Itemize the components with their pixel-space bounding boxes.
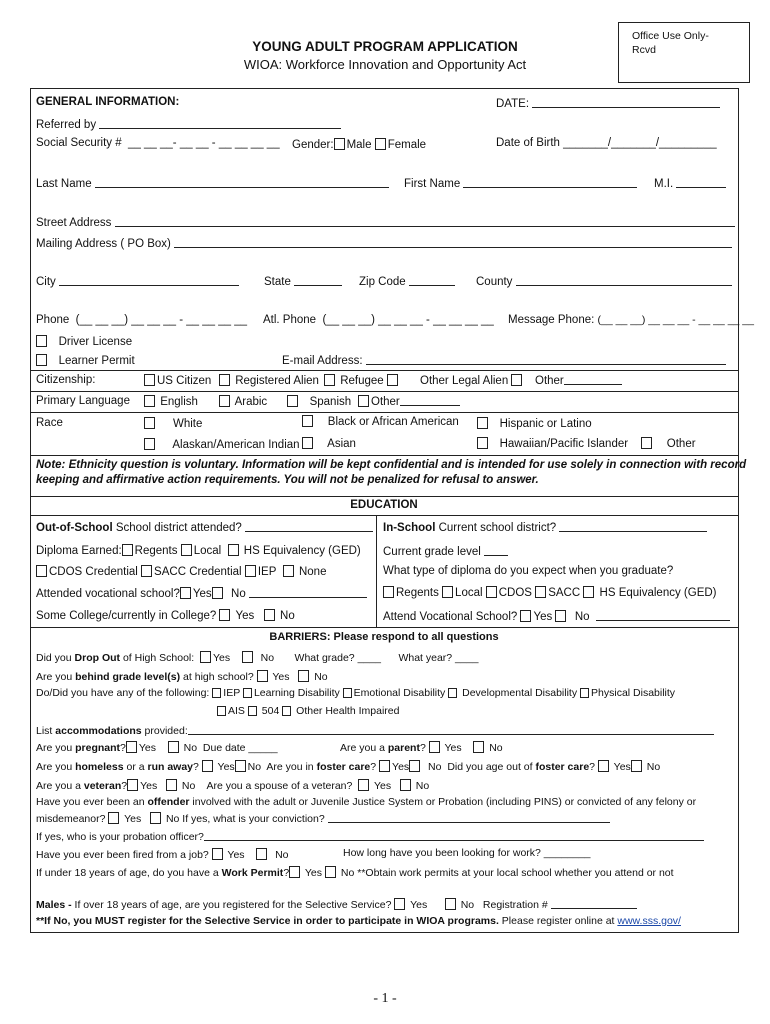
checkbox[interactable] [535, 586, 546, 598]
offender-answer-group: misdemeanor? Yes No If yes, what is your conviction? [36, 812, 610, 825]
race-asian-option[interactable]: Asian [302, 437, 356, 451]
checkbox[interactable] [442, 586, 453, 598]
checkbox[interactable] [387, 374, 398, 386]
checkbox[interactable] [520, 610, 531, 622]
checkbox[interactable] [282, 706, 291, 716]
checkbox[interactable] [36, 565, 47, 577]
disabilities-group-2: AIS 504 Other Health Impaired [217, 706, 399, 717]
checkbox[interactable] [580, 688, 589, 698]
male-checkbox[interactable] [334, 138, 345, 150]
college-group: Some College/currently in College? Yes No [36, 610, 295, 622]
checkbox[interactable] [394, 898, 405, 910]
selective-service-note: **If No, you MUST register for the Selective Service in order to participate in WIOA programs. Please register online at www.sss.gov/ [36, 915, 681, 927]
language-spanish-option[interactable]: Spanish [287, 395, 351, 409]
last-name-field[interactable]: Last Name [36, 177, 389, 191]
dob-field[interactable]: Date of Birth _______/_______/_________ [496, 137, 717, 149]
citizenship-label: Citizenship: [36, 374, 96, 386]
checkbox[interactable] [219, 374, 230, 386]
checkbox[interactable] [219, 609, 230, 621]
citizenship-us-option[interactable]: US Citizen [144, 374, 211, 388]
checkbox[interactable] [477, 417, 488, 429]
checkbox[interactable] [202, 760, 213, 772]
checkbox[interactable] [325, 866, 336, 878]
ins-district-field[interactable]: In-School Current school district? [383, 521, 707, 535]
checkbox[interactable] [144, 417, 155, 429]
checkbox[interactable] [36, 335, 47, 347]
language-label: Primary Language [36, 395, 130, 407]
checkbox[interactable] [212, 688, 221, 698]
checkbox[interactable] [429, 741, 440, 753]
pregnant-group: Are you pregnant? Yes No Due date _____ [36, 742, 278, 754]
ethnicity-note-line2: keeping and affirmative action requirements. You will not be penalized for refusal to answer. [36, 474, 539, 486]
checkbox[interactable] [180, 587, 191, 599]
work-permit-group: If under 18 years of age, do you have a Work Permit? Yes No **Obtain work permits at your local school whether you attend or not [36, 867, 674, 879]
referred-by-field[interactable]: Referred by [36, 118, 341, 132]
checkbox[interactable] [108, 812, 119, 824]
offender-question: Have you ever been an offender involved with the adult or Juvenile Justice System or Probation (including PINS) or convicted of any felony or [36, 796, 697, 808]
checkbox[interactable] [448, 688, 457, 698]
checkbox[interactable] [181, 544, 192, 556]
race-hispanic-option[interactable]: Hispanic or Latino [477, 417, 592, 431]
checkbox[interactable] [256, 848, 267, 860]
driver-license-option[interactable]: Driver License [36, 335, 132, 349]
phone-field[interactable]: Phone (__ __ __) __ __ __ - __ __ __ __ [36, 314, 248, 326]
checkbox[interactable] [144, 374, 155, 386]
checkbox[interactable] [598, 760, 609, 772]
form-title: YOUNG ADULT PROGRAM APPLICATION [252, 39, 518, 54]
oos-district-field[interactable]: Out-of-School School district attended? [36, 521, 373, 535]
checkbox[interactable] [343, 688, 352, 698]
registration-number-field[interactable] [551, 898, 637, 909]
checkbox[interactable] [400, 779, 411, 791]
message-phone-field[interactable]: Message Phone: (__ __ __) __ __ __ - __ __ __ __ [508, 314, 754, 326]
checkbox[interactable] [212, 587, 223, 599]
checkbox[interactable] [219, 395, 230, 407]
checkbox[interactable] [228, 544, 239, 556]
first-name-field[interactable]: First Name [404, 177, 637, 191]
conviction-field[interactable] [328, 812, 610, 823]
checkbox[interactable] [511, 374, 522, 386]
checkbox[interactable] [486, 586, 497, 598]
checkbox[interactable] [473, 741, 484, 753]
checkbox[interactable] [150, 812, 161, 824]
email-field[interactable]: E-mail Address: [282, 354, 726, 368]
checkbox[interactable] [242, 651, 253, 663]
mailing-address-field[interactable]: Mailing Address ( PO Box) [36, 237, 732, 251]
sss-link[interactable]: www.sss.gov/ [617, 915, 681, 927]
checkbox[interactable] [248, 706, 257, 716]
checkbox[interactable] [358, 395, 369, 407]
state-field[interactable]: State [264, 275, 342, 289]
language-other-option[interactable]: Other [358, 395, 460, 409]
checkbox[interactable] [324, 374, 335, 386]
general-info-heading: GENERAL INFORMATION: [36, 96, 180, 108]
checkbox[interactable] [126, 741, 137, 753]
checkbox[interactable] [257, 670, 268, 682]
checkbox[interactable] [217, 706, 226, 716]
checkbox[interactable] [379, 760, 390, 772]
alt-phone-field[interactable]: Atl. Phone (__ __ __) __ __ __ - __ __ __ __ [263, 314, 494, 326]
fired-group: Have you ever been fired from a job? Yes No [36, 849, 289, 861]
female-checkbox[interactable] [375, 138, 386, 150]
parent-group: Are you a parent? Yes No [340, 742, 503, 754]
language-arabic-option[interactable]: Arabic [219, 395, 267, 409]
selective-service-group: Males - If over 18 years of age, are you registered for the Selective Service? Yes No Registration # [36, 898, 637, 911]
race-hawaiian-option[interactable]: Hawaiian/Pacific Islander [477, 437, 628, 451]
checkbox[interactable] [122, 544, 133, 556]
disabilities-group: Do/Did you have any of the following: IEP Learning Disability Emotional Disability Developmental Disability Physical Disability [36, 687, 676, 699]
expected-diploma-group: Regents Local CDOS SACC HS Equivalency (GED) [383, 586, 717, 600]
learner-permit-option[interactable]: Learner Permit [36, 354, 135, 368]
checkbox[interactable] [283, 565, 294, 577]
form-subtitle: WIOA: Workforce Innovation and Opportunity Act [243, 57, 527, 72]
city-field[interactable]: City [36, 275, 239, 289]
race-white-option[interactable]: White [144, 417, 202, 431]
citizenship-other-option[interactable]: Other [535, 374, 622, 388]
diploma-earned-group: Diploma Earned: Regents Local HS Equivalency (GED) [36, 545, 361, 557]
education-heading: EDUCATION [350, 499, 418, 511]
diploma-expect-question: What type of diploma do you expect when you graduate? [383, 565, 674, 577]
checkbox[interactable] [212, 848, 223, 860]
checkbox[interactable] [168, 741, 179, 753]
checkbox[interactable] [200, 651, 211, 663]
probation-officer-field[interactable]: If yes, who is your probation officer? [36, 830, 704, 843]
citizenship-refugee-option[interactable]: Refugee [324, 374, 400, 388]
checkbox[interactable] [583, 586, 594, 598]
veteran-group: Are you a veteran? Yes No Are you a spouse of a veteran? Yes No [36, 780, 430, 792]
checkbox[interactable] [243, 688, 252, 698]
checkbox[interactable] [127, 779, 138, 791]
checkbox[interactable] [641, 437, 652, 449]
attend-vocational-group: Attend Vocational School? Yes No [383, 610, 730, 624]
checkbox[interactable] [289, 866, 300, 878]
citizenship-registered-alien-option[interactable]: Registered Alien [219, 374, 319, 388]
checkbox[interactable] [144, 395, 155, 407]
date-field[interactable]: DATE: [496, 97, 720, 111]
checkbox[interactable] [302, 415, 313, 427]
office-use-label: Office Use Only- [632, 30, 709, 42]
race-black-option[interactable]: Black or African American [302, 415, 459, 429]
citizenship-other-legal-alien-option[interactable]: Other Legal Alien [420, 374, 524, 388]
checkbox[interactable] [555, 610, 566, 622]
credential-group: CDOS Credential SACC Credential IEP None [36, 565, 326, 579]
checkbox[interactable] [264, 609, 275, 621]
checkbox[interactable] [631, 760, 642, 772]
zip-field[interactable]: Zip Code [359, 275, 455, 289]
checkbox[interactable] [383, 586, 394, 598]
mi-field[interactable]: M.I. [654, 177, 726, 191]
page-number: - 1 - [373, 991, 397, 1006]
office-rcvd-label: Rcvd [632, 44, 656, 56]
race-label: Race [36, 417, 63, 429]
checkbox[interactable] [477, 437, 488, 449]
checkbox[interactable] [36, 354, 47, 366]
dropout-group: Did you Drop Out of High School: Yes No What grade? ____ What year? ____ [36, 652, 479, 664]
checkbox[interactable] [445, 898, 456, 910]
language-english-option[interactable]: English [144, 395, 198, 409]
gender-group: Gender: Male Female [292, 139, 427, 151]
street-address-field[interactable]: Street Address [36, 216, 735, 230]
race-other-option[interactable]: Other [641, 437, 696, 451]
checkbox[interactable] [302, 437, 313, 449]
looking-for-work-field[interactable]: How long have you been looking for work? ________ [343, 847, 591, 859]
race-alaskan-option[interactable]: Alaskan/American Indian [144, 438, 300, 452]
checkbox[interactable] [245, 565, 256, 577]
vocational-attended-group: Attended vocational school? Yes No [36, 587, 367, 601]
ssn-field[interactable]: Social Security # __ __ __- __ __ - __ __ __ __ [36, 137, 280, 149]
checkbox[interactable] [141, 565, 152, 577]
barriers-heading: BARRIERS: Please respond to all questions [269, 631, 499, 643]
checkbox[interactable] [144, 438, 155, 450]
behind-grade-group: Are you behind grade level(s) at high school? Yes No [36, 671, 328, 683]
checkbox[interactable] [287, 395, 298, 407]
homeless-foster-group: Are you homeless or a run away? Yes No Are you in foster care? Yes No Did you age out of foster care? Yes No [36, 761, 661, 773]
checkbox[interactable] [409, 760, 420, 772]
county-field[interactable]: County [476, 275, 732, 289]
current-grade-field[interactable]: Current grade level [383, 545, 508, 559]
checkbox[interactable] [166, 779, 177, 791]
checkbox[interactable] [235, 760, 246, 772]
checkbox[interactable] [298, 670, 309, 682]
accommodations-field[interactable]: List accommodations provided: [36, 724, 714, 737]
checkbox[interactable] [358, 779, 369, 791]
ethnicity-note-line1: Note: Ethnicity question is voluntary. Information will be kept confidential and is intended for use solely in connection with record [36, 459, 747, 471]
